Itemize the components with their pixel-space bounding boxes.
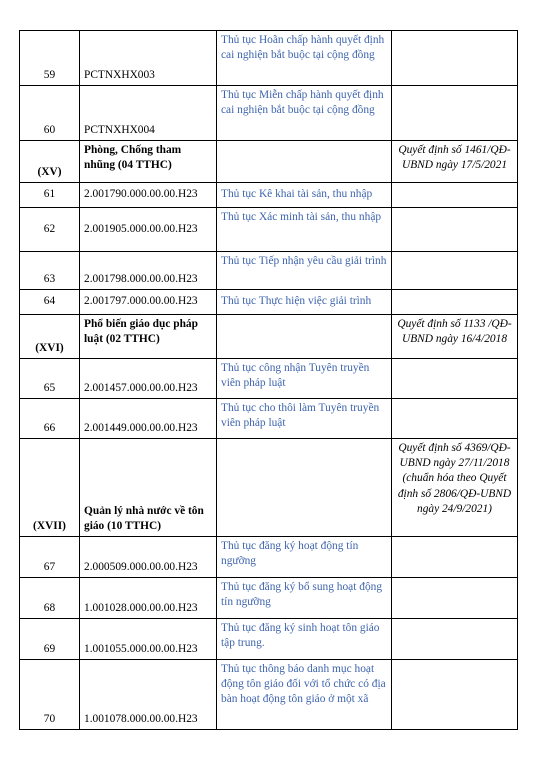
table-row [20,208,518,252]
row-number: 66 [20,399,80,439]
section-title: Phòng, Chống tham nhũng (04 TTHC) [80,141,217,183]
table-row [20,31,518,86]
section-empty-cell [217,315,392,359]
section-row [20,439,518,537]
decision-cell [392,578,518,619]
row-number: 62 [20,208,80,252]
row-number: 69 [20,619,80,660]
section-row [20,315,518,359]
section-title: Quản lý nhà nước về tôn giáo (10 TTHC) [80,439,217,537]
decision-reference: Quyết định số 4369/QĐ-UBND ngày 27/11/2018 (chuẩn hóa theo Quyết định số 2806/QĐ-UBND ngày 24/9/2021) [392,439,518,537]
table-row [20,619,518,660]
procedure-name: Thủ tục thông báo danh mục hoạt động tôn giáo đối với tổ chức có địa bàn hoạt động tôn giáo ở một xã [217,660,392,730]
table-row [20,290,518,315]
decision-cell [392,290,518,315]
row-number: 60 [20,86,80,141]
procedure-name: Thủ tục Tiếp nhận yêu cầu giải trình [217,252,392,290]
procedure-code: 2.001449.000.00.00.H23 [80,399,217,439]
decision-cell [392,399,518,439]
decision-cell [392,31,518,86]
procedure-code: 2.001790.000.00.00.H23 [80,183,217,208]
procedure-name: Thủ tục đăng ký bổ sung hoạt động tín ngưỡng [217,578,392,619]
section-number: (XVII) [20,439,80,537]
table-row [20,399,518,439]
row-number: 59 [20,31,80,86]
table-row [20,252,518,290]
row-number: 70 [20,660,80,730]
section-empty-cell [217,439,392,537]
section-row [20,141,518,183]
decision-cell [392,183,518,208]
procedure-code: 2.001457.000.00.00.H23 [80,359,217,399]
procedure-name: Thủ tục Thực hiện việc giải trình [217,290,392,315]
table-row [20,183,518,208]
procedure-code: 2.000509.000.00.00.H23 [80,537,217,578]
procedure-name: Thủ tục Xác minh tài sản, thu nhập [217,208,392,252]
procedure-code: 2.001798.000.00.00.H23 [80,252,217,290]
table-row [20,578,518,619]
row-number: 68 [20,578,80,619]
procedure-name: Thủ tục đăng ký hoạt động tín ngưỡng [217,537,392,578]
procedure-name: Thủ tục Miễn chấp hành quyết định cai nghiện bắt buộc tại cộng đồng [217,86,392,141]
row-number: 64 [20,290,80,315]
row-number: 67 [20,537,80,578]
decision-reference: Quyết định số 1133 /QĐ-UBND ngày 16/4/2018 [392,315,518,359]
procedure-code: 1.001028.000.00.00.H23 [80,578,217,619]
row-number: 65 [20,359,80,399]
procedure-code: 2.001905.000.00.00.H23 [80,208,217,252]
decision-cell [392,660,518,730]
table-row [20,359,518,399]
decision-cell [392,252,518,290]
procedure-name: Thủ tục Hoãn chấp hành quyết định cai nghiện bắt buộc tại cộng đồng [217,31,392,86]
decision-cell [392,359,518,399]
decision-reference: Quyết định số 1461/QĐ-UBND ngày 17/5/2021 [392,141,518,183]
procedure-code: PCTNXHX003 [80,31,217,86]
procedure-code: 1.001055.000.00.00.H23 [80,619,217,660]
procedure-code: PCTNXHX004 [80,86,217,141]
procedure-name: Thủ tục công nhận Tuyên truyền viên pháp luật [217,359,392,399]
section-number: (XVI) [20,315,80,359]
table-row [20,660,518,730]
decision-cell [392,208,518,252]
procedures-table [19,30,518,730]
row-number: 61 [20,183,80,208]
row-number: 63 [20,252,80,290]
section-empty-cell [217,141,392,183]
decision-cell [392,86,518,141]
procedure-code: 1.001078.000.00.00.H23 [80,660,217,730]
procedure-name: Thủ tục cho thôi làm Tuyên truyền viên pháp luật [217,399,392,439]
decision-cell [392,537,518,578]
procedure-name: Thủ tục Kê khai tài sản, thu nhập [217,183,392,208]
section-number: (XV) [20,141,80,183]
table-row [20,537,518,578]
procedure-name: Thủ tục đăng ký sinh hoạt tôn giáo tập trung. [217,619,392,660]
table-row [20,86,518,141]
procedure-code: 2.001797.000.00.00.H23 [80,290,217,315]
decision-cell [392,619,518,660]
section-title: Phổ biến giáo dục pháp luật (02 TTHC) [80,315,217,359]
